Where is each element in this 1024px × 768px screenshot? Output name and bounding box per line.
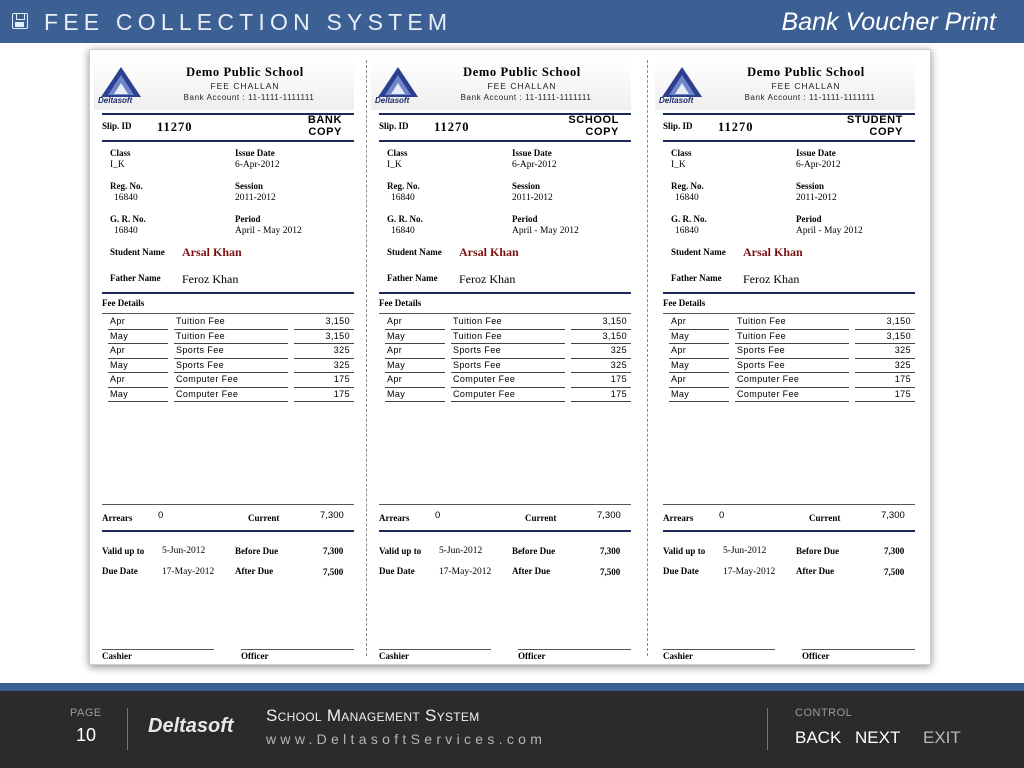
cashier-label: Cashier — [102, 651, 132, 661]
fee-row — [669, 388, 915, 403]
student-name-value: Arsal Khan — [459, 245, 519, 259]
cut-line — [647, 60, 648, 656]
after-due-label: After Due — [796, 566, 835, 576]
rule — [663, 140, 915, 142]
current-value: 7,300 — [597, 510, 621, 521]
fee-description: Tuition Fee — [453, 330, 503, 341]
gr-no-label: G. R. No. — [110, 214, 146, 224]
session-label: Session — [235, 181, 264, 191]
slip-id-value: 11270 — [718, 120, 754, 134]
rule — [663, 530, 915, 532]
rule — [379, 530, 631, 532]
signature-line — [663, 649, 775, 650]
current-value: 7,300 — [320, 510, 344, 521]
back-button[interactable]: BACK — [795, 728, 842, 747]
bank-account: Bank Account : 11-1111-1111111 — [183, 93, 315, 102]
copy-label — [252, 114, 342, 138]
fee-description: Computer Fee — [737, 374, 800, 384]
fee-amount: 325 — [333, 345, 350, 355]
issue-date-value: 6-Apr-2012 — [796, 160, 841, 170]
father-name-value: Feroz Khan — [743, 272, 800, 286]
fee-description: Tuition Fee — [737, 330, 787, 341]
fee-amount: 3,150 — [886, 330, 911, 341]
fee-amount: 3,150 — [325, 330, 350, 341]
copy-label — [813, 114, 903, 138]
father-name-label: Father Name — [110, 273, 161, 283]
signature-line — [802, 649, 915, 650]
page-number: 10 — [76, 725, 97, 745]
website-url: www.DeltasoftServices.com — [266, 731, 547, 747]
page-subtitle: Bank Voucher Print — [781, 8, 996, 36]
fee-amount: 3,150 — [325, 316, 350, 326]
voucher-slip-3 — [651, 50, 921, 666]
slip-id-value: 11270 — [157, 120, 193, 134]
fee-month: May — [387, 359, 406, 370]
issue-date-value: 6-Apr-2012 — [235, 160, 280, 170]
session-value: 2011-2012 — [235, 193, 276, 203]
after-due-value: 7,500 — [600, 567, 621, 577]
cashier-label: Cashier — [663, 651, 693, 661]
fee-amount: 325 — [610, 359, 627, 370]
fee-month: May — [387, 388, 406, 399]
due-date-label: Due Date — [379, 566, 415, 576]
issue-date-label: Issue Date — [796, 148, 836, 158]
fee-description: Tuition Fee — [176, 316, 226, 326]
fee-details-label: Fee Details — [379, 298, 422, 308]
officer-label: Officer — [518, 651, 546, 661]
underline — [669, 401, 729, 402]
fee-amount: 3,150 — [602, 316, 627, 326]
fee-month: Apr — [110, 316, 126, 326]
student-name-value: Arsal Khan — [743, 245, 803, 259]
session-value: 2011-2012 — [512, 193, 553, 203]
fee-description: Sports Fee — [737, 345, 786, 355]
fee-row — [385, 388, 631, 403]
fee-amount: 325 — [333, 359, 350, 370]
fee-description: Tuition Fee — [453, 316, 503, 326]
fee-row — [669, 330, 915, 345]
arrears-value: 0 — [158, 510, 164, 521]
fee-amount: 3,150 — [602, 330, 627, 341]
arrears-value: 0 — [435, 510, 441, 521]
rule — [102, 140, 354, 142]
due-date-label: Due Date — [102, 566, 138, 576]
fee-amount: 175 — [333, 388, 350, 399]
underline — [451, 401, 565, 402]
underline — [174, 401, 288, 402]
period-label: Period — [512, 214, 538, 224]
underline — [571, 401, 631, 402]
fee-month: Apr — [387, 316, 403, 326]
fee-month: Apr — [387, 374, 403, 384]
session-label: Session — [512, 181, 541, 191]
fee-month: May — [671, 388, 690, 399]
class-value: I_K — [387, 160, 402, 170]
challan-title: FEE CHALLAN — [771, 81, 841, 91]
fee-month: May — [110, 359, 129, 370]
arrears-label: Arrears — [379, 513, 410, 523]
after-due-label: After Due — [235, 566, 274, 576]
challan-title: FEE CHALLAN — [487, 81, 557, 91]
before-due-value: 7,300 — [884, 546, 905, 556]
period-value: April - May 2012 — [235, 226, 302, 236]
period-value: April - May 2012 — [512, 226, 579, 236]
underline — [735, 401, 849, 402]
fee-description: Tuition Fee — [737, 316, 787, 326]
arrears-value: 0 — [719, 510, 725, 521]
fee-row — [108, 315, 354, 330]
rule — [379, 313, 631, 314]
fee-month: Apr — [671, 316, 687, 326]
rule — [663, 292, 915, 294]
fee-amount: 175 — [894, 388, 911, 399]
control-label: CONTROL — [795, 707, 853, 719]
fee-row — [385, 373, 631, 388]
underline — [108, 401, 168, 402]
fee-amount: 325 — [610, 345, 627, 355]
school-name: Demo Public School — [747, 65, 865, 79]
footer-bar — [0, 691, 1024, 768]
fee-description: Computer Fee — [737, 388, 800, 399]
before-due-label: Before Due — [796, 546, 840, 556]
fee-month: May — [110, 388, 129, 399]
bank-account: Bank Account : 11-1111-1111111 — [460, 93, 592, 102]
fee-row — [108, 330, 354, 345]
fee-row — [385, 344, 631, 359]
fee-row — [669, 315, 915, 330]
fee-amount: 175 — [333, 374, 350, 384]
fee-month: May — [110, 330, 129, 341]
fee-amount: 325 — [894, 359, 911, 370]
reg-no-value: 16840 — [114, 193, 138, 203]
reg-no-label: Reg. No. — [110, 181, 143, 191]
cashier-label: Cashier — [379, 651, 409, 661]
fee-month: May — [671, 359, 690, 370]
valid-up-to-label: Valid up to — [102, 546, 145, 556]
gr-no-value: 16840 — [391, 226, 415, 236]
app-title: FEE COLLECTION SYSTEM — [44, 9, 453, 35]
fee-row — [385, 359, 631, 374]
class-value: I_K — [671, 160, 686, 170]
fee-description: Computer Fee — [453, 374, 516, 384]
gr-no-label: G. R. No. — [671, 214, 707, 224]
fee-description: Computer Fee — [176, 374, 239, 384]
fee-description: Computer Fee — [453, 388, 516, 399]
father-name-label: Father Name — [387, 273, 438, 283]
period-label: Period — [796, 214, 822, 224]
before-due-value: 7,300 — [323, 546, 344, 556]
student-name-label: Student Name — [110, 247, 165, 257]
issue-date-label: Issue Date — [235, 148, 275, 158]
valid-up-to-value: 5-Jun-2012 — [723, 546, 767, 556]
signature-line — [241, 649, 354, 650]
fee-month: Apr — [110, 374, 126, 384]
before-due-label: Before Due — [235, 546, 279, 556]
copy-line2: COPY — [308, 126, 342, 138]
valid-up-to-label: Valid up to — [663, 546, 706, 556]
fee-row — [669, 344, 915, 359]
rule — [379, 140, 631, 142]
fee-description: Computer Fee — [176, 388, 239, 399]
rule — [663, 313, 915, 314]
fee-row — [108, 388, 354, 403]
father-name-value: Feroz Khan — [459, 272, 516, 286]
reg-no-value: 16840 — [391, 193, 415, 203]
fee-month: Apr — [671, 374, 687, 384]
slip-id-label: Slip. ID — [663, 121, 693, 131]
session-label: Session — [796, 181, 825, 191]
reg-no-label: Reg. No. — [671, 181, 704, 191]
student-name-label: Student Name — [671, 247, 726, 257]
current-label: Current — [248, 513, 280, 523]
fee-description: Sports Fee — [176, 359, 225, 370]
slip-id-value: 11270 — [434, 120, 470, 134]
copy-line2: COPY — [585, 126, 619, 138]
gr-no-value: 16840 — [675, 226, 699, 236]
copy-line2: COPY — [869, 126, 903, 138]
slip-id-label: Slip. ID — [102, 121, 132, 131]
fee-month: Apr — [387, 345, 403, 355]
school-name: Demo Public School — [186, 65, 304, 79]
after-due-label: After Due — [512, 566, 551, 576]
class-label: Class — [671, 148, 692, 158]
class-label: Class — [387, 148, 408, 158]
fee-month: May — [671, 330, 690, 341]
brand-logo: Deltasoft — [148, 715, 234, 737]
period-label: Period — [235, 214, 261, 224]
fee-description: Sports Fee — [737, 359, 786, 370]
due-date-value: 17-May-2012 — [723, 567, 776, 577]
fee-amount: 175 — [610, 388, 627, 399]
class-label: Class — [110, 148, 131, 158]
valid-up-to-label: Valid up to — [379, 546, 422, 556]
fee-month: May — [387, 330, 406, 341]
fee-row — [108, 344, 354, 359]
copy-label — [529, 114, 619, 138]
fee-details-label: Fee Details — [663, 298, 706, 308]
underline — [385, 401, 445, 402]
rule — [102, 313, 354, 314]
voucher-slip-2 — [367, 50, 637, 666]
rule — [102, 530, 354, 532]
underline — [294, 401, 354, 402]
after-due-value: 7,500 — [884, 567, 905, 577]
current-label: Current — [525, 513, 557, 523]
class-value: I_K — [110, 160, 125, 170]
header-bar — [0, 0, 1024, 43]
fee-row — [669, 373, 915, 388]
fee-amount: 175 — [610, 374, 627, 384]
arrears-label: Arrears — [102, 513, 133, 523]
due-date-label: Due Date — [663, 566, 699, 576]
fee-description: Sports Fee — [453, 345, 502, 355]
footer-stripe — [0, 683, 1024, 691]
fee-month: Apr — [110, 345, 126, 355]
fee-description: Sports Fee — [176, 345, 225, 355]
fee-row — [669, 359, 915, 374]
rule — [379, 292, 631, 294]
period-value: April - May 2012 — [796, 226, 863, 236]
valid-up-to-value: 5-Jun-2012 — [439, 546, 483, 556]
before-due-label: Before Due — [512, 546, 556, 556]
system-name: School Management System — [266, 706, 480, 725]
issue-date-value: 6-Apr-2012 — [512, 160, 557, 170]
due-date-value: 17-May-2012 — [162, 567, 215, 577]
reg-no-value: 16840 — [675, 193, 699, 203]
gr-no-label: G. R. No. — [387, 214, 423, 224]
logo-text: Deltasoft — [659, 96, 694, 105]
valid-up-to-value: 5-Jun-2012 — [162, 546, 206, 556]
fee-row — [108, 373, 354, 388]
signature-line — [102, 649, 214, 650]
slip-id-label: Slip. ID — [379, 121, 409, 131]
school-name: Demo Public School — [463, 65, 581, 79]
student-name-value: Arsal Khan — [182, 245, 242, 259]
page-label: PAGE — [70, 707, 102, 719]
fee-row — [385, 330, 631, 345]
rule — [102, 292, 354, 294]
fee-description: Tuition Fee — [176, 330, 226, 341]
fee-amount: 175 — [894, 374, 911, 384]
fee-row — [108, 359, 354, 374]
reg-no-label: Reg. No. — [387, 181, 420, 191]
copy-line1: SCHOOL — [568, 114, 619, 126]
current-value: 7,300 — [881, 510, 905, 521]
challan-title: FEE CHALLAN — [210, 81, 280, 91]
signature-line — [518, 649, 631, 650]
due-date-value: 17-May-2012 — [439, 567, 492, 577]
rule — [379, 504, 631, 505]
fee-description: Sports Fee — [453, 359, 502, 370]
exit-button[interactable]: EXIT — [923, 728, 961, 747]
logo-text: Deltasoft — [375, 96, 410, 105]
fee-details-label: Fee Details — [102, 298, 145, 308]
voucher-sheet — [89, 49, 931, 665]
fee-month: Apr — [671, 345, 687, 355]
rule — [663, 504, 915, 505]
underline — [855, 401, 915, 402]
signature-line — [379, 649, 491, 650]
voucher-slip-1 — [90, 50, 360, 666]
father-name-value: Feroz Khan — [182, 272, 239, 286]
fee-amount: 3,150 — [886, 316, 911, 326]
logo-text: Deltasoft — [98, 96, 133, 105]
arrears-label: Arrears — [663, 513, 694, 523]
save-icon[interactable] — [12, 13, 28, 29]
fee-amount: 325 — [894, 345, 911, 355]
student-name-label: Student Name — [387, 247, 442, 257]
father-name-label: Father Name — [671, 273, 722, 283]
next-button[interactable]: NEXT — [855, 728, 901, 747]
bank-account: Bank Account : 11-1111-1111111 — [744, 93, 876, 102]
issue-date-label: Issue Date — [512, 148, 552, 158]
copy-line1: STUDENT — [846, 114, 903, 126]
after-due-value: 7,500 — [323, 567, 344, 577]
rule — [102, 504, 354, 505]
officer-label: Officer — [241, 651, 269, 661]
officer-label: Officer — [802, 651, 830, 661]
session-value: 2011-2012 — [796, 193, 837, 203]
current-label: Current — [809, 513, 841, 523]
footer-divider — [767, 708, 768, 750]
gr-no-value: 16840 — [114, 226, 138, 236]
footer-divider — [127, 708, 128, 750]
copy-line1: BANK — [307, 114, 342, 126]
before-due-value: 7,300 — [600, 546, 621, 556]
fee-row — [385, 315, 631, 330]
